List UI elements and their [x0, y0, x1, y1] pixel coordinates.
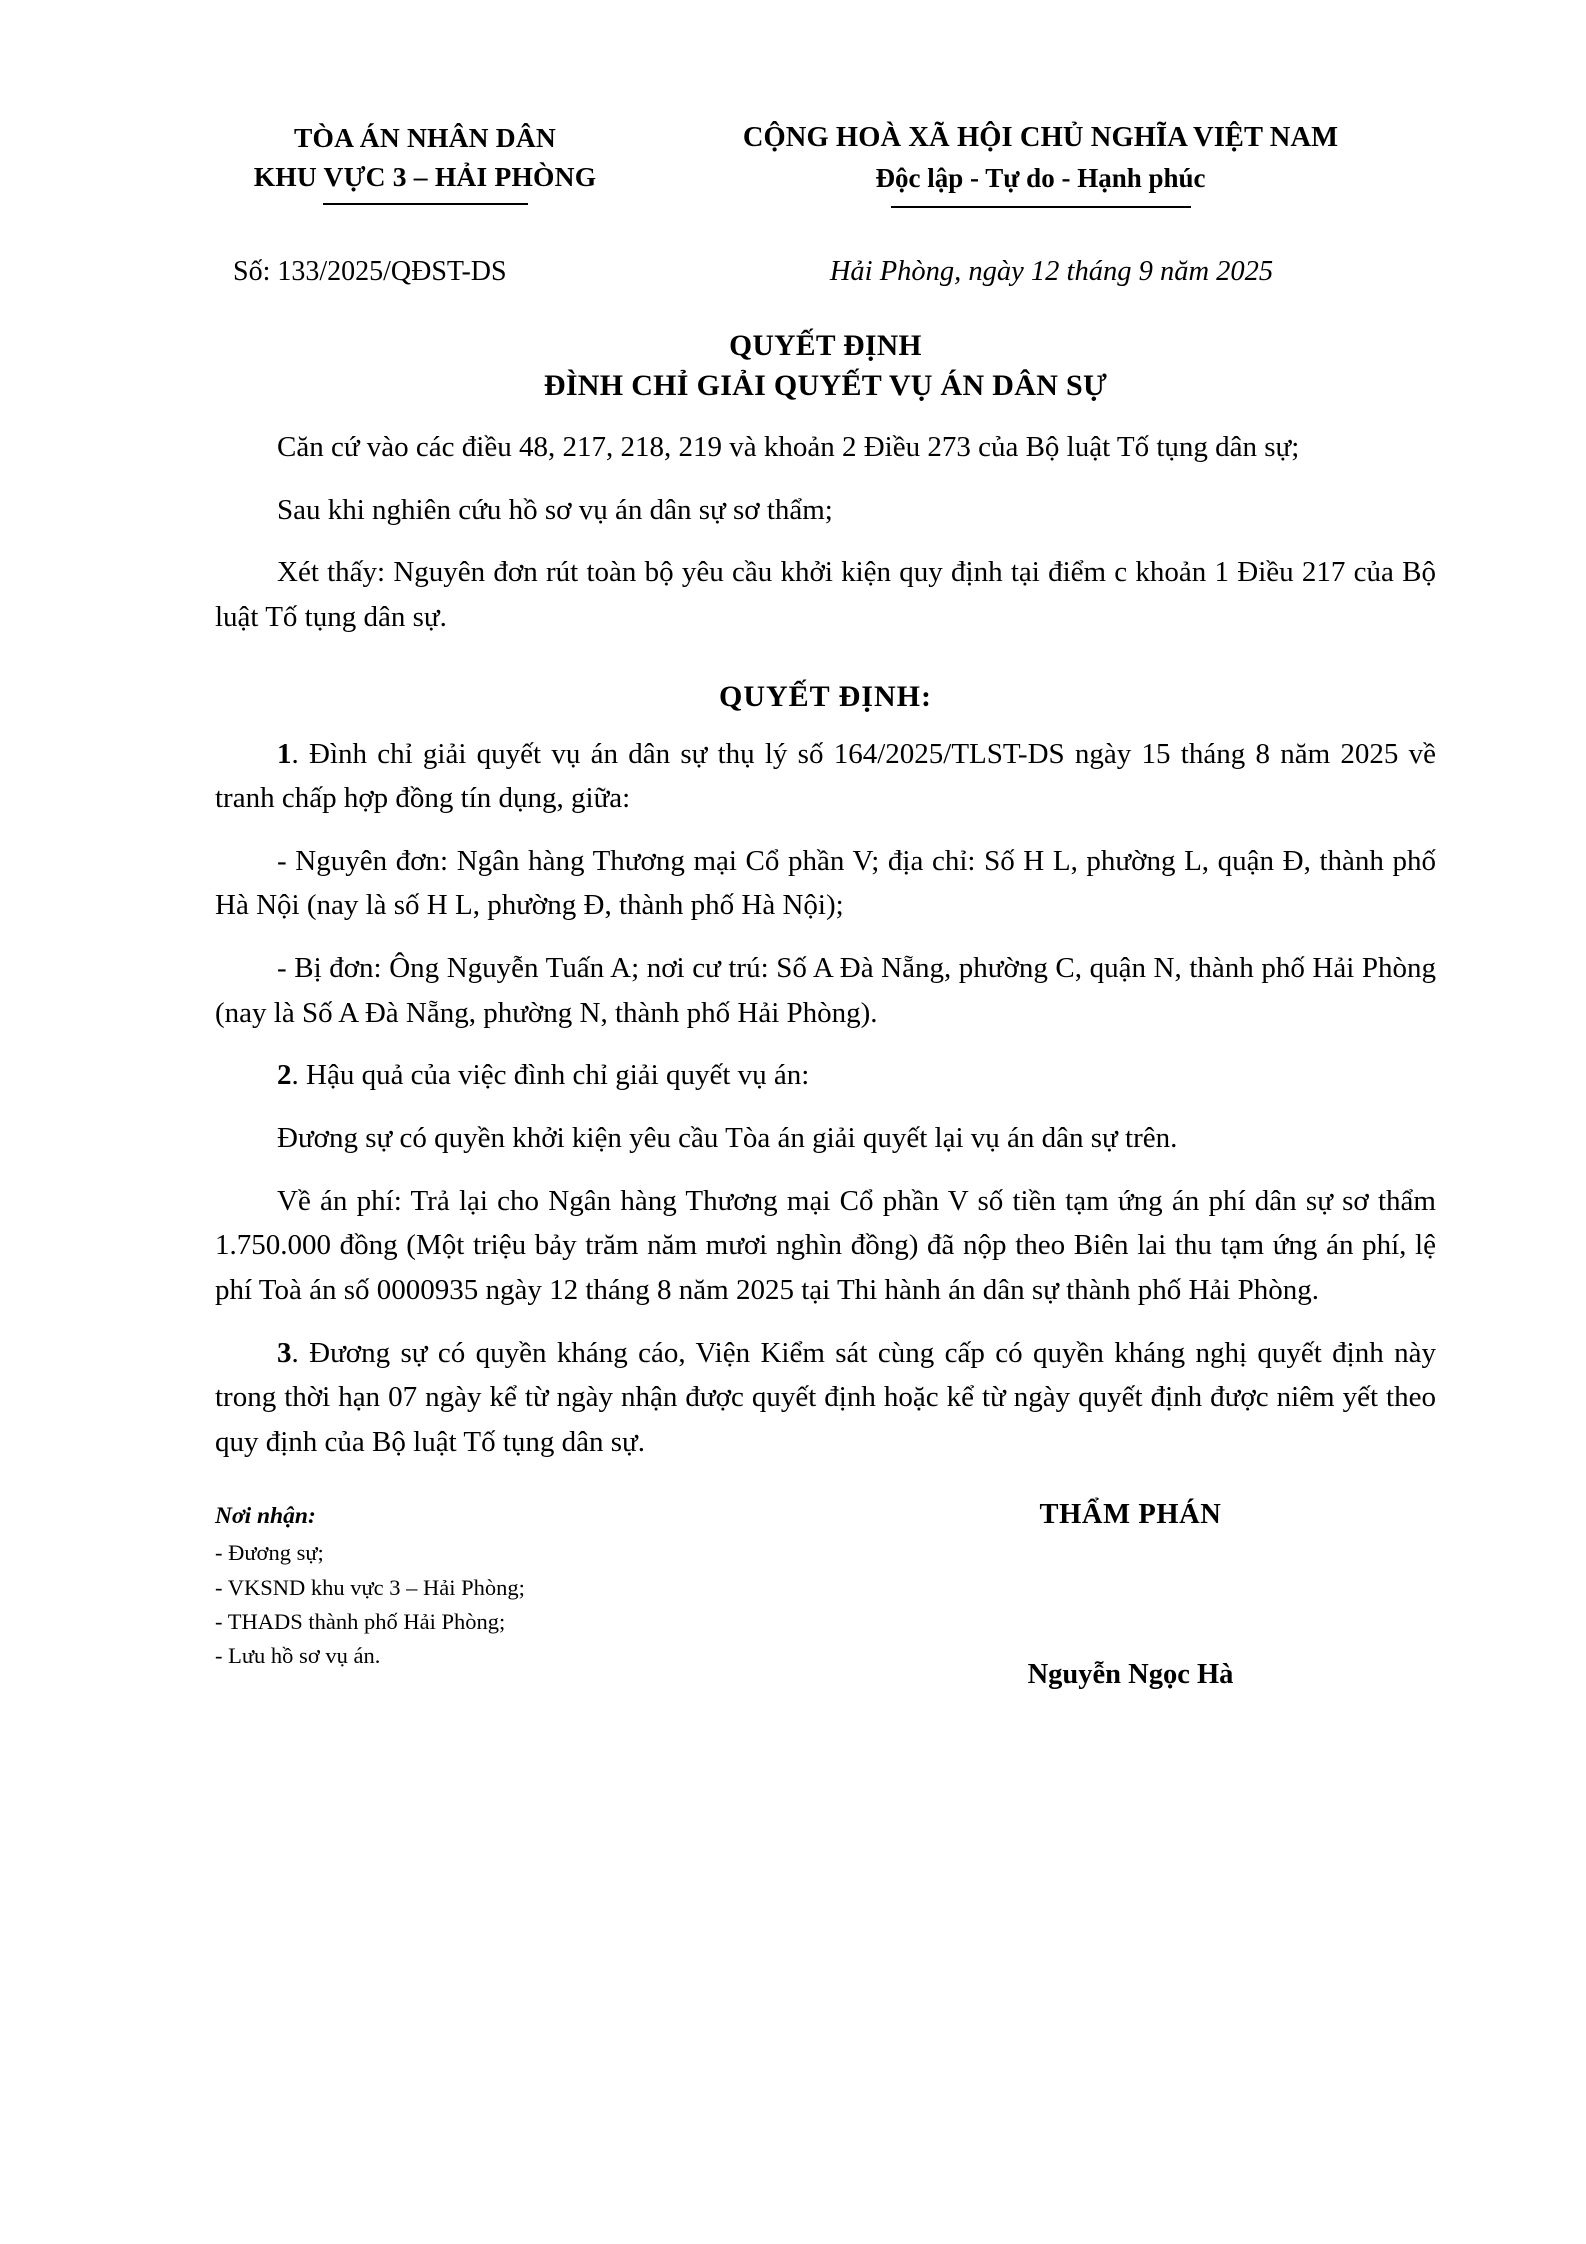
preamble-paragraph-3: Xét thấy: Nguyên đơn rút toàn bộ yêu cầu khởi kiện quy định tại điểm c khoản 1 Điều 217 của Bộ luật Tố tụng dân sự. [215, 556, 1436, 633]
decision-item-1 [215, 732, 1436, 821]
party-defendant: - Bị đơn: Ông Nguyễn Tuấn A; nơi cư trú: Số A Đà Nẵng, phường C, quận N, thành phố Hải Phòng (nay là Số A Đà Nẵng, phường N, thành phố Hải Phòng). [215, 952, 1436, 1029]
issuing-authority [215, 118, 645, 205]
place-and-date: Hải Phòng, ngày 12 tháng 9 năm 2025 [829, 255, 1274, 287]
decision-item-1-text: . Đình chỉ giải quyết vụ án dân sự thụ lý số 164/2025/TLST-DS ngày 15 tháng 8 năm 2025 về tranh chấp hợp đồng tín dụng, giữa: [215, 737, 1436, 815]
decision-item-3 [215, 1331, 1436, 1465]
recipient-item: - VKSND khu vực 3 – Hải Phòng; [215, 1574, 525, 1600]
signer-block [855, 1499, 1436, 1691]
signer-role: THẨM PHÁN [1039, 1498, 1222, 1530]
document-meta-row [215, 256, 1436, 288]
page-subtitle: ĐÌNH CHỈ GIẢI QUYẾT VỤ ÁN DÂN SỰ [543, 369, 1108, 403]
decision-heading: QUYẾT ĐỊNH: [719, 679, 932, 713]
national-heading [645, 118, 1436, 208]
recipient-item: - Lưu hồ sơ vụ án. [215, 1643, 381, 1669]
document-number: Số: 133/2025/QĐST-DS [233, 255, 507, 287]
header-divider-left [323, 203, 528, 205]
decision-item-2-number: 2 [277, 1059, 292, 1092]
recipient-item: - Đương sự; [215, 1540, 324, 1566]
recipients-block [215, 1499, 855, 1691]
preamble-paragraph-2: Sau khi nghiên cứu hồ sơ vụ án dân sự sơ thẩm; [277, 493, 833, 526]
decision-item-3-text: . Đương sự có quyền kháng cáo, Viện Kiểm sát cùng cấp có quyền kháng nghị quyết định này trong thời hạn 07 ngày kể từ ngày nhận được quyết định hoặc kể từ ngày quyết định được niêm yết theo quy định của Bộ luật Tố tụng dân sự. [215, 1336, 1436, 1459]
country-name: CỘNG HOÀ XÃ HỘI CHỦ NGHĨA VIỆT NAM [742, 122, 1339, 153]
decision-item-2-body: Đương sự có quyền khởi kiện yêu cầu Tòa án giải quyết lại vụ án dân sự trên. [277, 1122, 1178, 1155]
decision-item-1-number: 1 [277, 737, 292, 770]
signer-name: Nguyễn Ngọc Hà [1027, 1658, 1234, 1690]
national-motto: Độc lập - Tự do - Hạnh phúc [875, 163, 1206, 194]
document-header [215, 118, 1436, 208]
recipients-title: Nơi nhận: [215, 1502, 316, 1529]
recipient-item: - THADS thành phố Hải Phòng; [215, 1608, 506, 1634]
page-title: QUYẾT ĐỊNH [729, 329, 922, 362]
decision-item-3-number: 3 [277, 1336, 292, 1369]
preamble-paragraph-1: Căn cứ vào các điều 48, 217, 218, 219 và khoản 2 Điều 273 của Bộ luật Tố tụng dân sự; [277, 430, 1300, 463]
decision-item-2 [215, 1053, 1436, 1098]
party-plaintiff: - Nguyên đơn: Ngân hàng Thương mại Cổ phần V; địa chỉ: Số H L, phường L, quận Đ, thành phố Hà Nội (nay là số H L, phường Đ, thành phố Hà Nội); [215, 844, 1436, 922]
court-name-line2: KHU VỰC 3 – HẢI PHÒNG [253, 161, 597, 193]
court-name-line1: TÒA ÁN NHÂN DÂN [294, 122, 556, 153]
header-divider-right [891, 206, 1191, 208]
decision-item-2-text: . Hậu quả của việc đình chỉ giải quyết vụ án: [291, 1059, 810, 1092]
signature-area [215, 1499, 1436, 1691]
court-fee-paragraph: Về án phí: Trả lại cho Ngân hàng Thương mại Cổ phần V số tiền tạm ứng án phí dân sự sơ thẩm 1.750.000 đồng (Một triệu bảy trăm năm mươi nghìn đồng) đã nộp theo Biên lai thu tạm ứng án phí, lệ phí Toà án số 0000935 ngày 12 tháng 8 năm 2025 tại Thi hành án dân sự thành phố Hải Phòng. [215, 1184, 1436, 1307]
